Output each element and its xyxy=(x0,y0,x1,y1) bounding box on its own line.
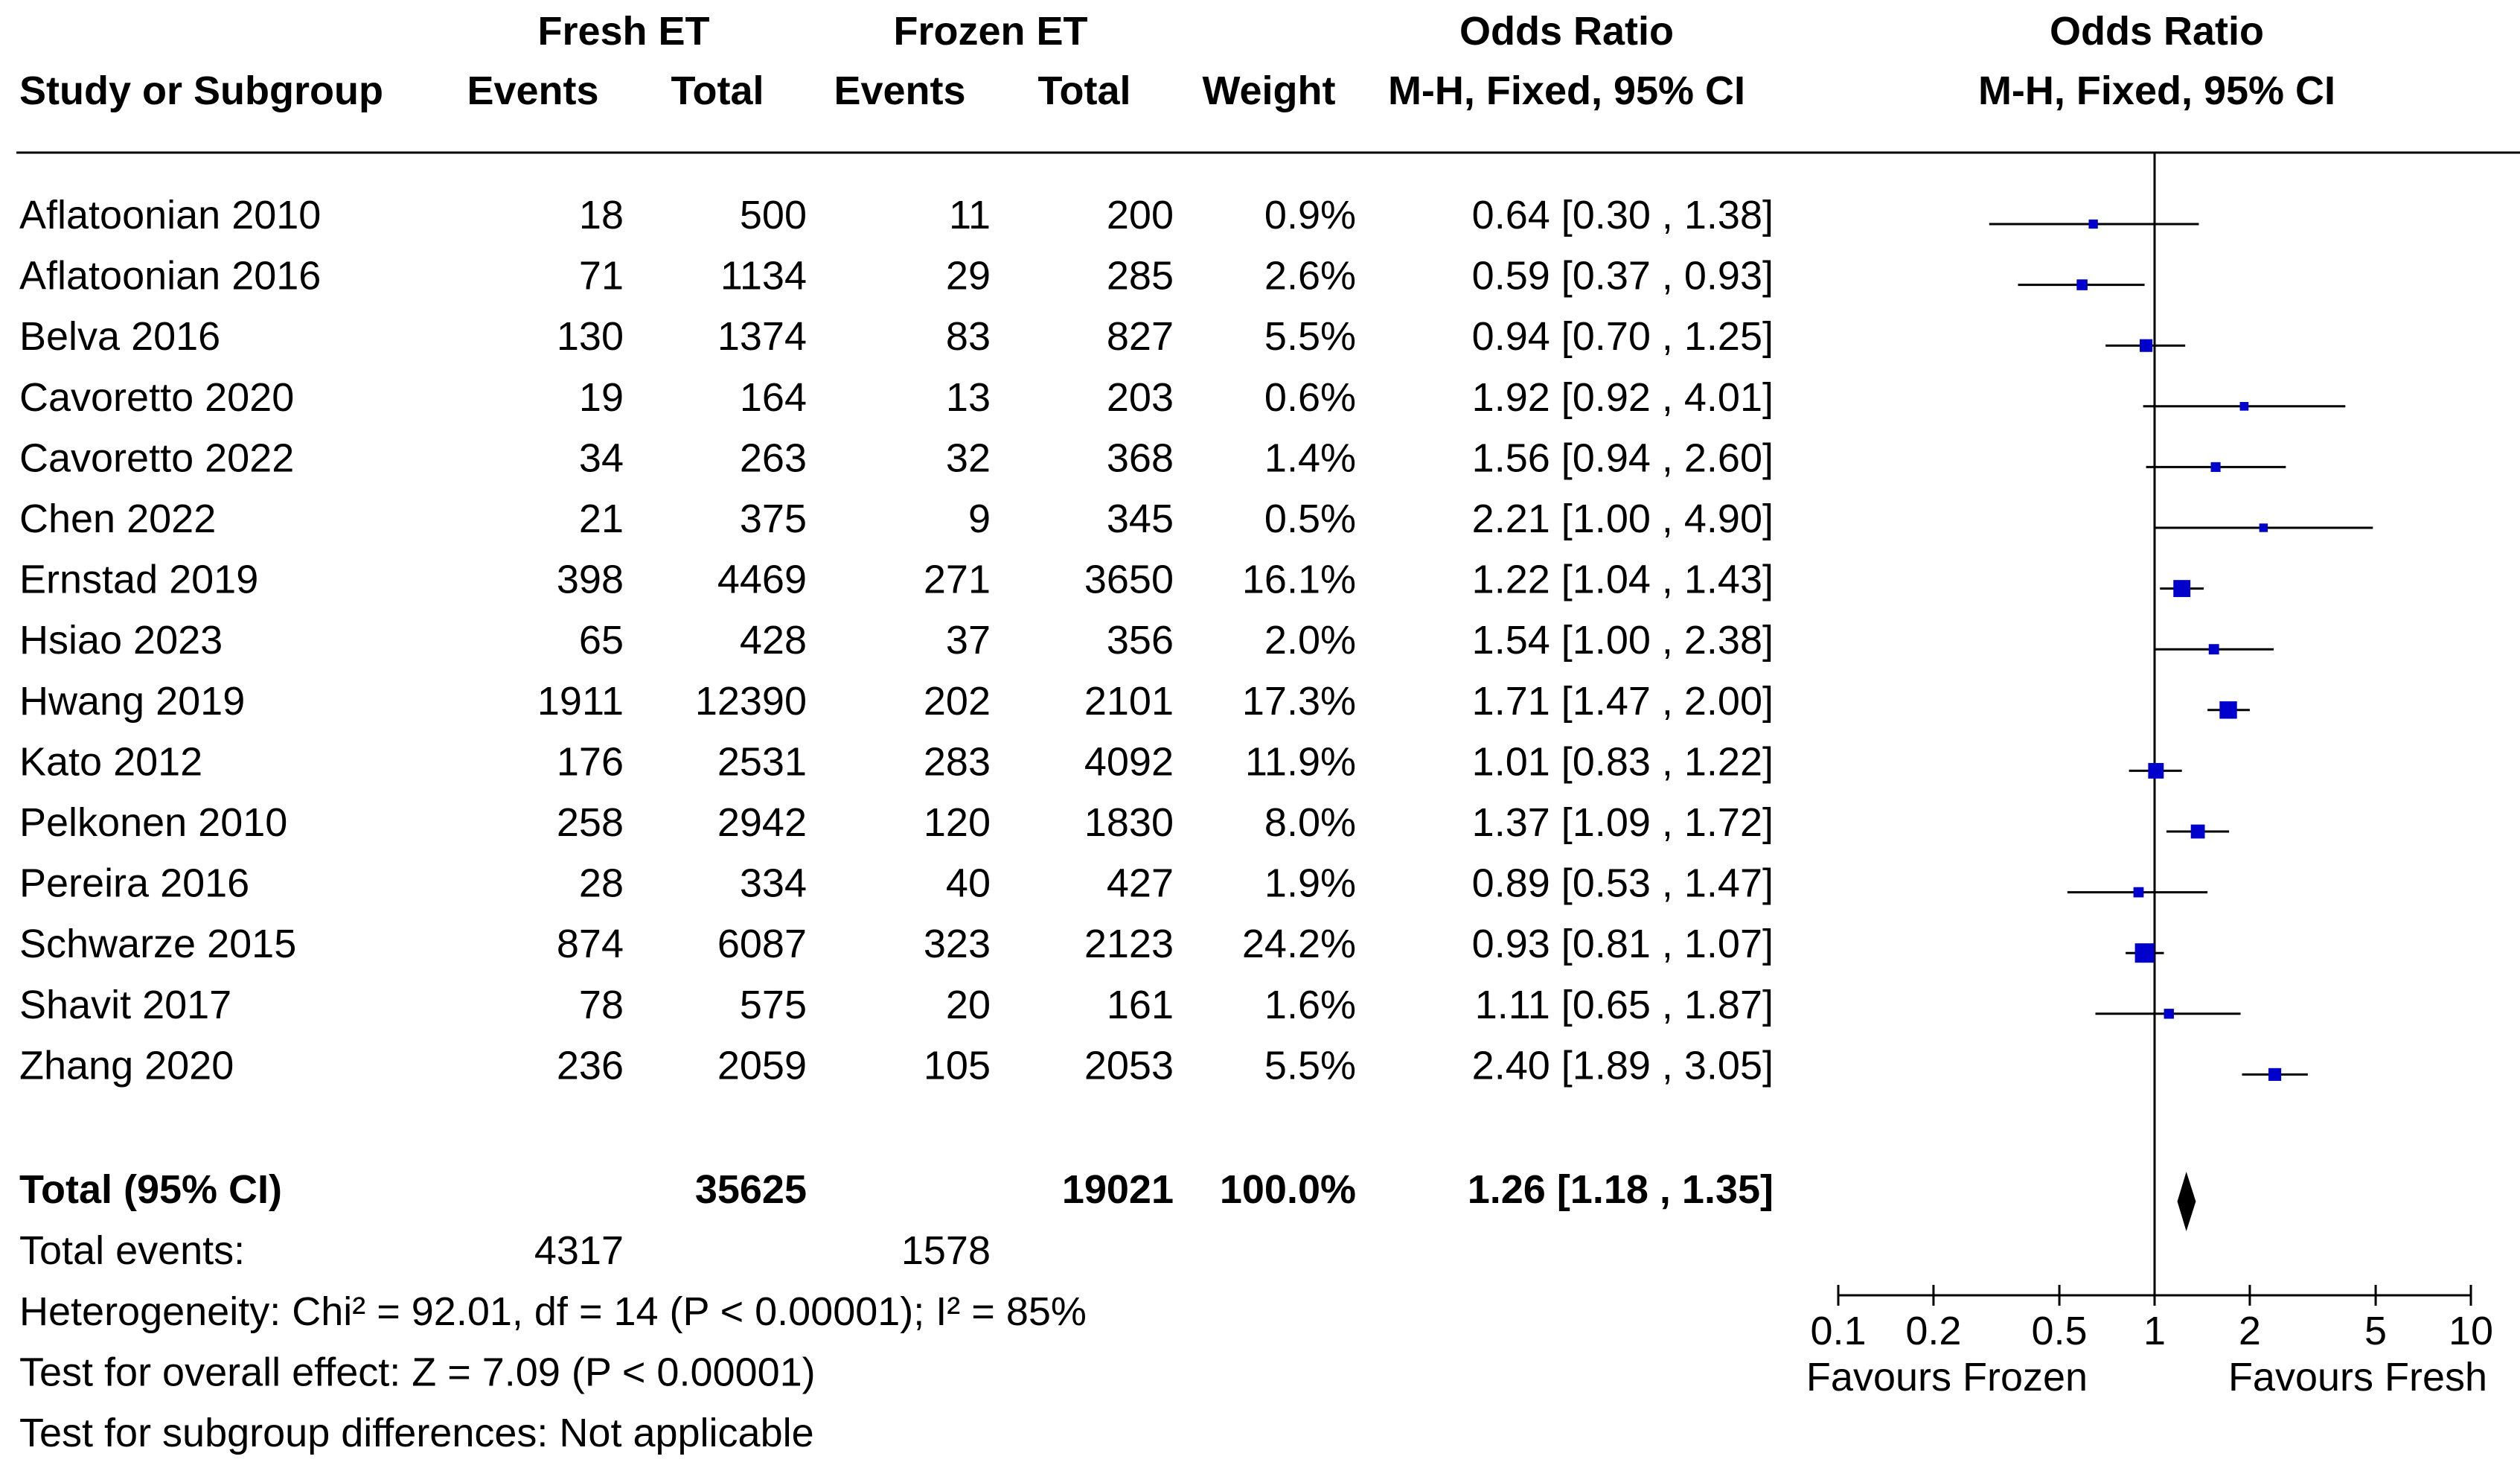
frozen-events: 37 xyxy=(945,618,991,663)
frozen-total: 1830 xyxy=(1084,800,1174,845)
study-name: Aflatoonian 2016 xyxy=(19,253,322,299)
point-estimate-square xyxy=(2211,462,2221,472)
x-tick-label: 2 xyxy=(2238,1309,2261,1353)
study-name: Belva 2016 xyxy=(19,314,221,360)
header-events-fresh: Events xyxy=(467,68,599,113)
point-estimate-square xyxy=(2164,1009,2174,1018)
study-weight: 1.9% xyxy=(1264,861,1356,906)
frozen-events: 20 xyxy=(945,982,991,1027)
study-or-ci: 0.94 [0.70 , 1.25] xyxy=(1471,314,1774,360)
frozen-events: 120 xyxy=(923,800,991,845)
study-name: Kato 2012 xyxy=(19,739,203,785)
study-name: Shavit 2017 xyxy=(19,982,232,1027)
frozen-total: 2123 xyxy=(1084,922,1174,967)
header-frozen-et: Frozen ET xyxy=(893,9,1088,54)
frozen-total: 2053 xyxy=(1084,1043,1174,1088)
study-weight: 0.6% xyxy=(1264,374,1356,420)
fresh-total: 2531 xyxy=(717,739,807,785)
fresh-events: 398 xyxy=(556,557,624,602)
fresh-events: 874 xyxy=(556,922,624,967)
fresh-total: 334 xyxy=(739,861,807,906)
study-name: Hsiao 2023 xyxy=(19,618,223,663)
study-name: Pereira 2016 xyxy=(19,861,250,906)
study-weight: 1.6% xyxy=(1264,982,1356,1027)
header-events-frozen: Events xyxy=(834,68,966,113)
frozen-total: 427 xyxy=(1106,861,1174,906)
x-tick-label: 0.5 xyxy=(2031,1309,2088,1353)
study-or-ci: 1.56 [0.94 , 2.60] xyxy=(1471,435,1774,481)
study-weight: 16.1% xyxy=(1241,557,1356,602)
header-total-fresh: Total xyxy=(671,68,764,113)
header-plot-odds-ratio: Odds Ratio xyxy=(2049,9,2265,54)
frozen-events: 323 xyxy=(923,922,991,967)
frozen-total: 4092 xyxy=(1084,739,1174,785)
study-or-ci: 0.64 [0.30 , 1.38] xyxy=(1471,193,1774,237)
total-frozen: 19021 xyxy=(1061,1167,1174,1212)
study-or-ci: 2.40 [1.89 , 3.05] xyxy=(1471,1043,1774,1088)
fresh-total: 375 xyxy=(739,497,807,541)
study-name: Zhang 2020 xyxy=(19,1043,234,1088)
total-fresh: 35625 xyxy=(694,1167,807,1212)
study-weight: 0.9% xyxy=(1264,193,1356,237)
point-estimate-square xyxy=(2088,220,2097,229)
fresh-events: 236 xyxy=(556,1043,624,1088)
frozen-events: 32 xyxy=(945,435,991,481)
x-tick-label: 0.1 xyxy=(1810,1309,1867,1353)
header-odds-ratio: Odds Ratio xyxy=(1459,9,1675,54)
study-name: Chen 2022 xyxy=(19,497,217,541)
study-weight: 8.0% xyxy=(1264,800,1356,845)
fresh-total: 1374 xyxy=(717,314,807,360)
fresh-total: 2942 xyxy=(717,800,807,845)
point-estimate-square xyxy=(2260,523,2268,532)
point-estimate-square xyxy=(2148,763,2164,779)
frozen-total: 3650 xyxy=(1084,557,1174,602)
frozen-total: 203 xyxy=(1106,374,1174,420)
fresh-events: 18 xyxy=(578,193,624,237)
frozen-total: 161 xyxy=(1106,982,1174,1027)
point-estimate-square xyxy=(2135,943,2155,963)
fresh-events: 19 xyxy=(578,374,624,420)
study-or-ci: 2.21 [1.00 , 4.90] xyxy=(1471,497,1774,541)
study-or-ci: 0.93 [0.81 , 1.07] xyxy=(1471,922,1774,967)
frozen-events: 83 xyxy=(945,314,991,360)
point-estimate-square xyxy=(2076,279,2088,290)
fresh-total: 1134 xyxy=(720,253,807,299)
study-weight: 11.9% xyxy=(1244,739,1356,785)
frozen-total: 2101 xyxy=(1084,678,1174,724)
frozen-events: 283 xyxy=(923,739,991,785)
study-weight: 2.0% xyxy=(1264,618,1356,663)
study-name: Cavoretto 2022 xyxy=(19,435,295,481)
frozen-events: 13 xyxy=(945,374,991,420)
study-name: Hwang 2019 xyxy=(19,678,246,724)
point-estimate-square xyxy=(2134,887,2144,898)
study-name: Ernstad 2019 xyxy=(19,557,259,602)
fresh-events: 176 xyxy=(556,739,624,785)
study-or-ci: 1.37 [1.09 , 1.72] xyxy=(1471,800,1774,845)
study-or-ci: 1.22 [1.04 , 1.43] xyxy=(1471,557,1774,602)
study-or-ci: 1.92 [0.92 , 4.01] xyxy=(1471,374,1774,420)
favours-left-label: Favours Frozen xyxy=(1806,1355,2088,1400)
fresh-total: 2059 xyxy=(717,1043,807,1088)
header-plot-method: M-H, Fixed, 95% CI xyxy=(1977,68,2336,113)
favours-right-label: Favours Fresh xyxy=(2228,1355,2488,1400)
fresh-total: 575 xyxy=(739,982,807,1027)
study-name: Schwarze 2015 xyxy=(19,922,297,967)
point-estimate-square xyxy=(2173,580,2190,597)
frozen-events: 40 xyxy=(945,861,991,906)
fresh-events: 65 xyxy=(578,618,624,663)
fresh-events: 130 xyxy=(556,314,624,360)
footnote: Heterogeneity: Chi² = 92.01, df = 14 (P < 0.00001); I² = 85% xyxy=(19,1289,1087,1334)
fresh-events: 71 xyxy=(578,253,624,299)
frozen-events: 271 xyxy=(923,557,991,602)
study-or-ci: 0.89 [0.53 , 1.47] xyxy=(1471,861,1774,906)
frozen-total: 827 xyxy=(1106,314,1174,360)
header-total-frozen: Total xyxy=(1037,68,1131,113)
point-estimate-square xyxy=(2219,701,2236,718)
total-or-ci: 1.26 [1.18 , 1.35] xyxy=(1467,1167,1774,1212)
footnote: Test for subgroup differences: Not applicable xyxy=(19,1411,814,1456)
fresh-events: 1911 xyxy=(537,678,624,724)
study-or-ci: 0.59 [0.37 , 0.93] xyxy=(1471,253,1774,299)
frozen-events: 29 xyxy=(945,253,991,299)
total-label: Total (95% CI) xyxy=(19,1167,283,1212)
fresh-total: 263 xyxy=(739,435,807,481)
header-fresh-et: Fresh ET xyxy=(537,9,710,54)
fresh-events: 21 xyxy=(578,497,624,541)
study-weight: 1.4% xyxy=(1264,435,1356,481)
study-weight: 24.2% xyxy=(1241,922,1356,967)
study-name: Pelkonen 2010 xyxy=(19,800,288,845)
fresh-total: 12390 xyxy=(694,678,807,724)
study-weight: 0.5% xyxy=(1264,497,1356,541)
x-tick-label: 1 xyxy=(2143,1309,2166,1353)
frozen-total: 285 xyxy=(1106,253,1174,299)
x-tick-label: 10 xyxy=(2448,1309,2494,1353)
header-weight: Weight xyxy=(1202,68,1336,113)
fresh-total: 6087 xyxy=(717,922,807,967)
frozen-total: 345 xyxy=(1106,497,1174,541)
frozen-total: 356 xyxy=(1106,618,1174,663)
frozen-events: 202 xyxy=(923,678,991,724)
fresh-total: 164 xyxy=(739,374,807,420)
point-estimate-square xyxy=(2240,402,2249,411)
fresh-total: 428 xyxy=(739,618,807,663)
fresh-total: 500 xyxy=(739,193,807,237)
study-name: Cavoretto 2020 xyxy=(19,374,295,420)
summary-diamond xyxy=(2178,1172,2196,1231)
study-weight: 17.3% xyxy=(1241,678,1356,724)
frozen-events: 11 xyxy=(948,193,991,237)
x-tick-label: 5 xyxy=(2364,1309,2388,1353)
fresh-events: 34 xyxy=(578,435,624,481)
total-events-label: Total events: xyxy=(19,1228,246,1273)
study-or-ci: 1.71 [1.47 , 2.00] xyxy=(1471,678,1774,724)
frozen-total: 368 xyxy=(1106,435,1174,481)
frozen-events: 105 xyxy=(923,1043,991,1088)
point-estimate-square xyxy=(2140,339,2152,352)
point-estimate-square xyxy=(2191,825,2205,839)
study-weight: 2.6% xyxy=(1264,253,1356,299)
fresh-events: 258 xyxy=(556,800,624,845)
total-weight: 100.0% xyxy=(1219,1167,1356,1212)
total-events-fresh: 4317 xyxy=(534,1228,624,1273)
study-or-ci: 1.01 [0.83 , 1.22] xyxy=(1471,739,1774,785)
footnote: Test for overall effect: Z = 7.09 (P < 0.00001) xyxy=(19,1350,816,1395)
study-name: Aflatoonian 2010 xyxy=(19,193,322,237)
study-or-ci: 1.54 [1.00 , 2.38] xyxy=(1471,618,1774,663)
total-events-frozen: 1578 xyxy=(901,1228,991,1273)
study-or-ci: 1.11 [0.65 , 1.87] xyxy=(1474,982,1774,1027)
fresh-events: 28 xyxy=(578,861,624,906)
frozen-total: 200 xyxy=(1106,193,1174,237)
x-tick-label: 0.2 xyxy=(1905,1309,1962,1353)
frozen-events: 9 xyxy=(968,497,991,541)
fresh-total: 4469 xyxy=(717,557,807,602)
point-estimate-square xyxy=(2268,1068,2281,1081)
study-weight: 5.5% xyxy=(1264,1043,1356,1088)
study-weight: 5.5% xyxy=(1264,314,1356,360)
point-estimate-square xyxy=(2209,644,2219,654)
fresh-events: 78 xyxy=(578,982,624,1027)
header-or-method: M-H, Fixed, 95% CI xyxy=(1387,68,1746,113)
header-study: Study or Subgroup xyxy=(19,68,383,113)
